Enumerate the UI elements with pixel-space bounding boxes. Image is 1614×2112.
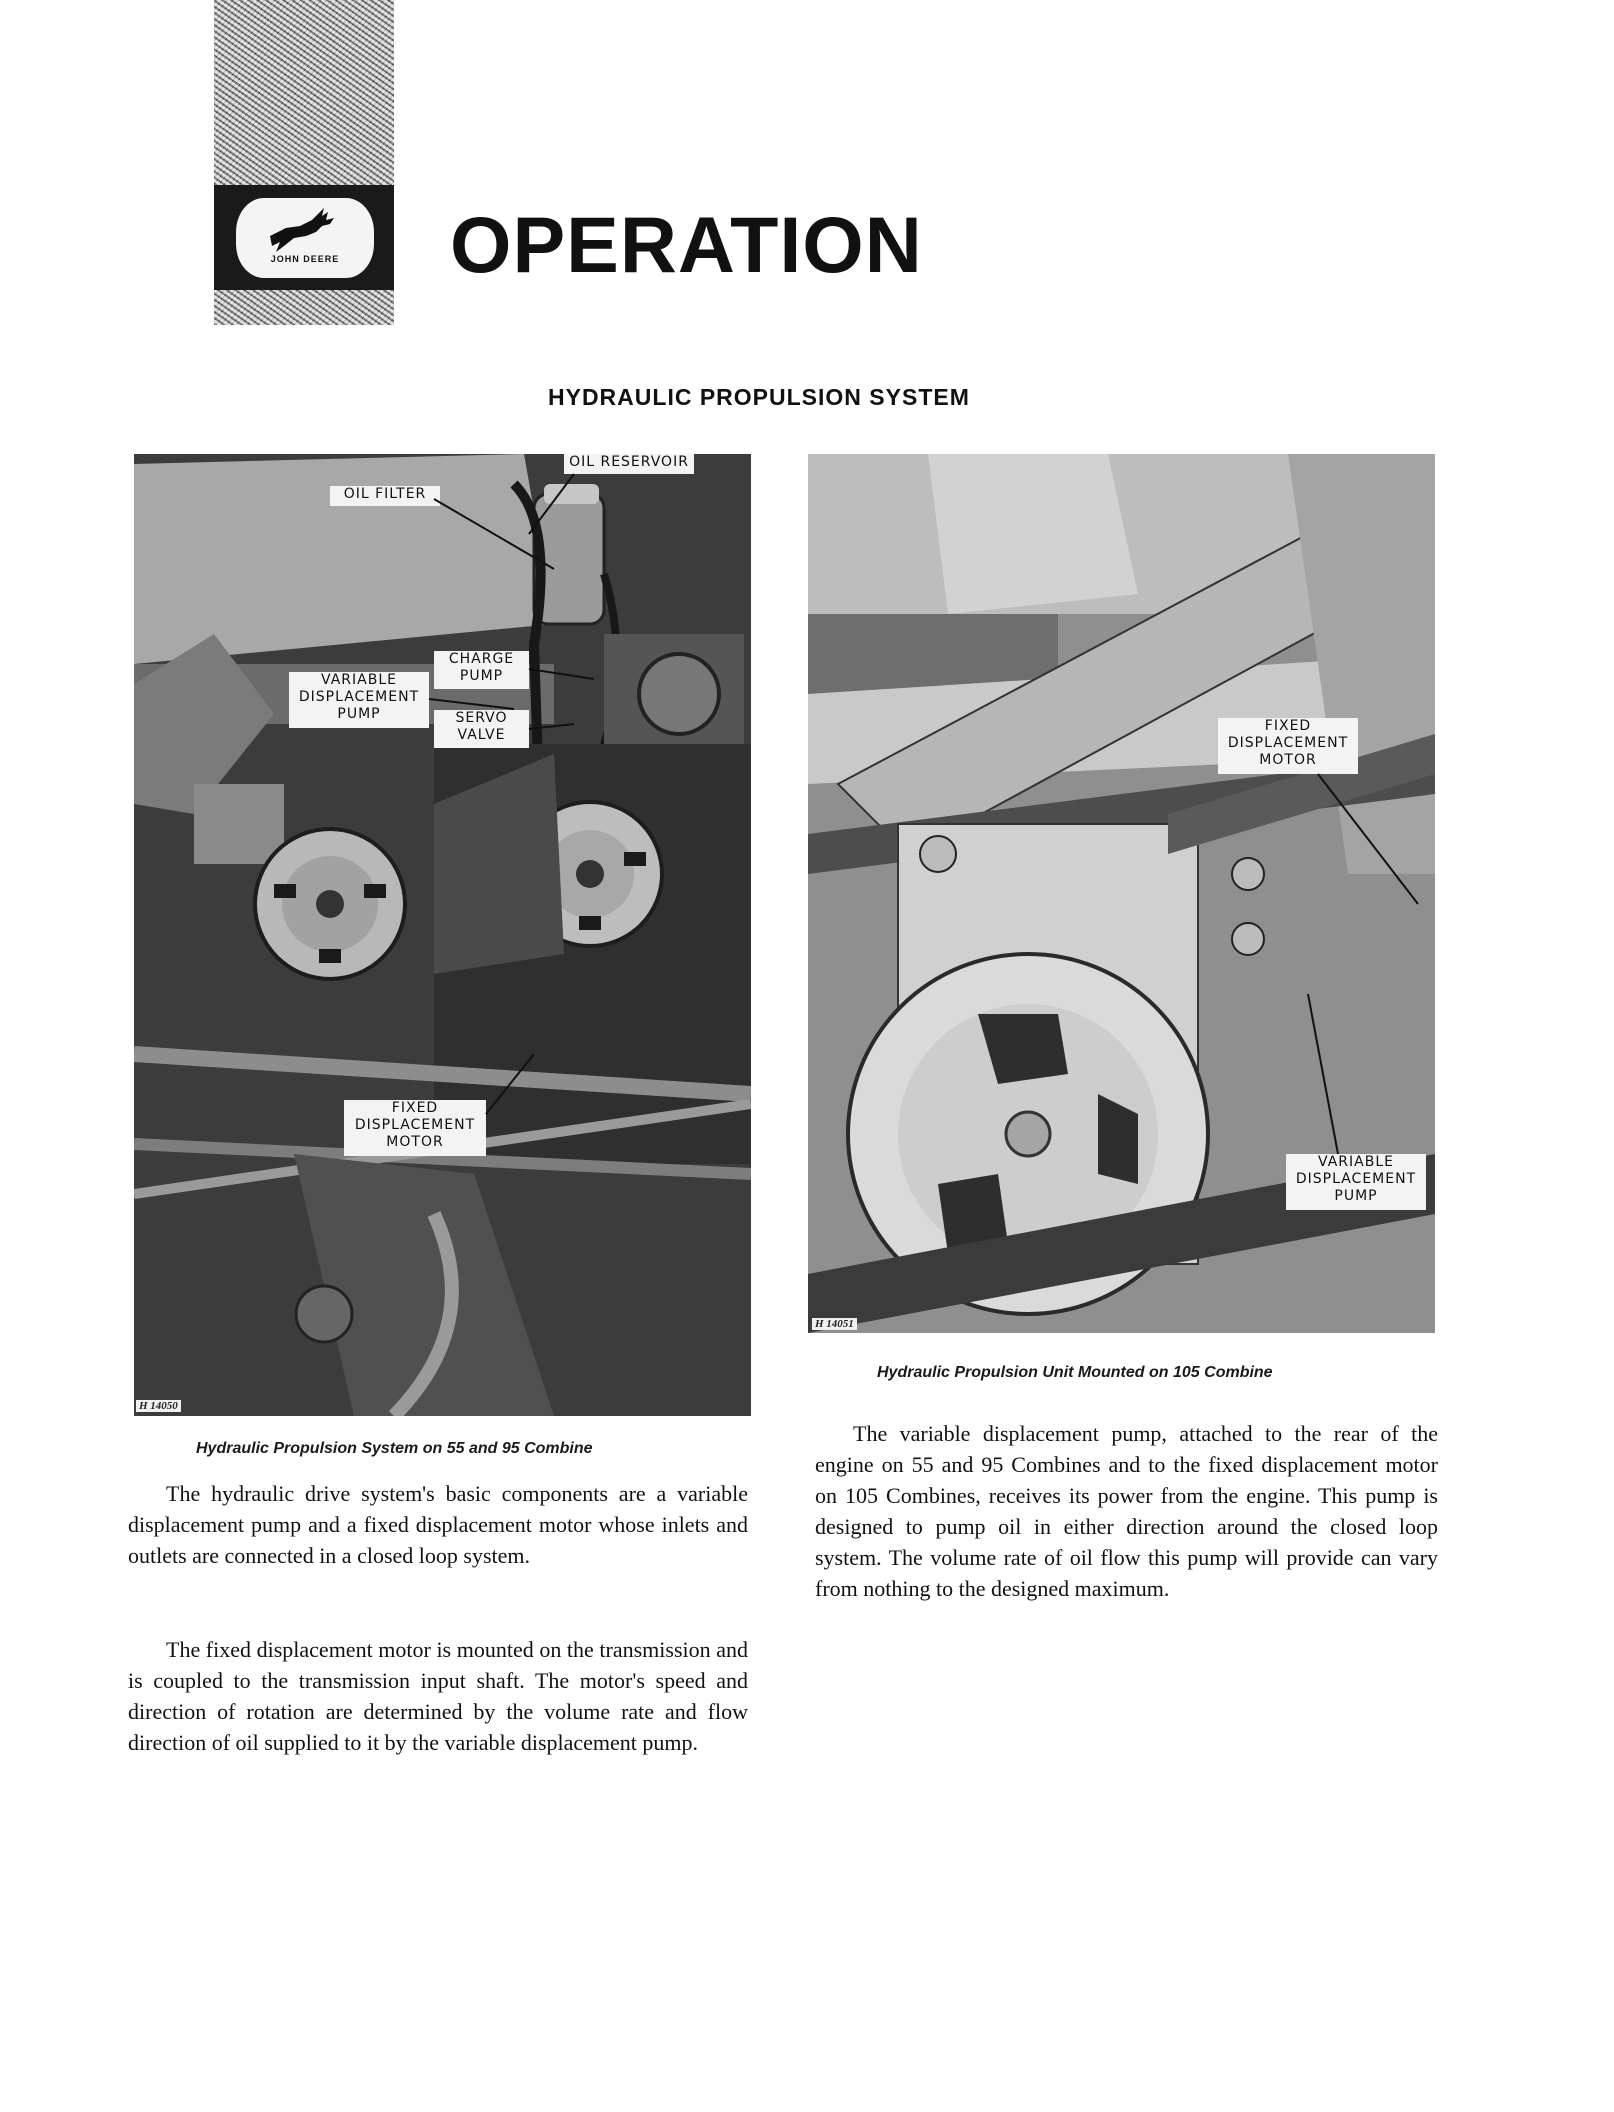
- label-variable-displacement-pump: VARIABLE DISPLACEMENT PUMP: [1286, 1154, 1426, 1210]
- label-servo-valve: SERVO VALVE: [434, 710, 529, 748]
- label-charge-pump: CHARGE PUMP: [434, 651, 529, 689]
- label-fixed-displacement-motor: FIXED DISPLACEMENT MOTOR: [344, 1100, 486, 1156]
- leaping-deer-icon: [264, 206, 344, 254]
- label-fixed-displacement-motor: FIXED DISPLACEMENT MOTOR: [1218, 718, 1358, 774]
- label-variable-displacement-pump: VARIABLE DISPLACEMENT PUMP: [289, 672, 429, 728]
- body-paragraph-1: The hydraulic drive system's basic components are a variable displacement pump and a fixed displacement motor whose inlets and outlets are connected in a closed loop system.: [128, 1481, 748, 1568]
- body-paragraph-3: The variable displacement pump, attached to the rear of the engine on 55 and 95 Combines and to the fixed displacement motor on 105 Combines, receives its power from the engine. This pump is designed to pump oil in either direction around the closed loop system. The volume rate of oil flow this pump will provide can vary from nothing to the designed maximum.: [815, 1421, 1438, 1601]
- figure-caption-left: Hydraulic Propulsion System on 55 and 95 Combine: [196, 1440, 593, 1457]
- photo-id: H 14050: [136, 1400, 181, 1412]
- label-oil-filter: OIL FILTER: [330, 486, 440, 506]
- photo-id: H 14051: [812, 1318, 857, 1330]
- photo-hydraulic-system-55-95: [134, 454, 751, 1416]
- label-oil-reservoir: OIL RESERVOIR: [564, 454, 694, 474]
- engine-compartment-illustration: [134, 454, 751, 1416]
- section-heading: HYDRAULIC PROPULSION SYSTEM: [548, 384, 970, 410]
- body-paragraph-2: The fixed displacement motor is mounted on the transmission and is coupled to the transmission input shaft. The motor's speed and direction of rotation are determined by the volume rate and flow direction of oil supplied to it by the variable displacement pump.: [128, 1637, 748, 1755]
- logo-text: JOHN DEERE: [270, 254, 340, 264]
- photo-propulsion-unit-105: [808, 454, 1435, 1333]
- figure-caption-right: Hydraulic Propulsion Unit Mounted on 105 Combine: [877, 1364, 1273, 1381]
- page-title: OPERATION: [450, 200, 923, 289]
